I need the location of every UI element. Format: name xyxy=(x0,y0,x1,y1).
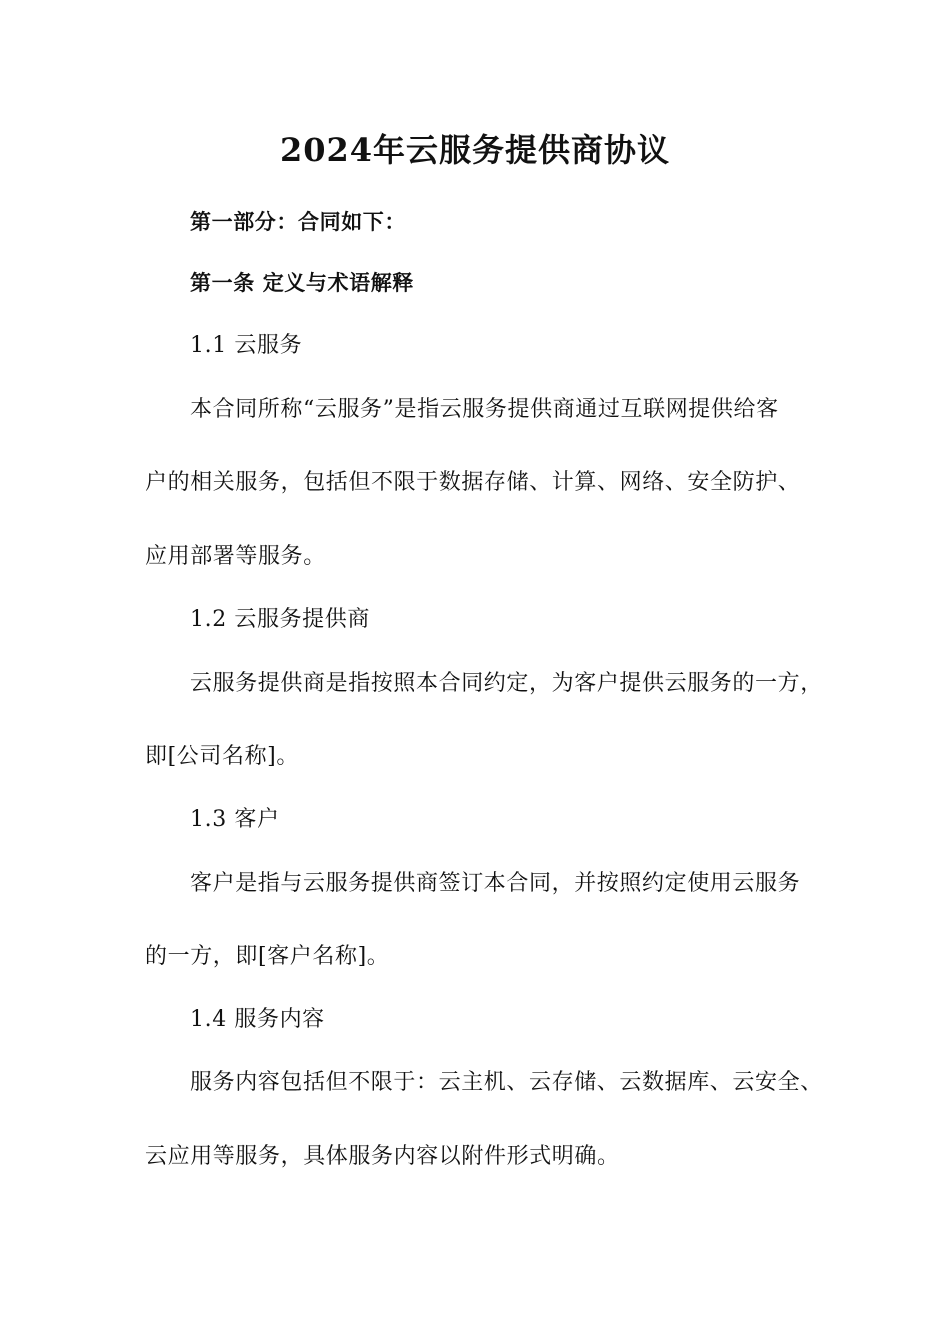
paragraph-line: 即[公司名称]。 xyxy=(145,744,299,769)
paragraph-line: 本合同所称“云服务”是指云服务提供商通过互联网提供给客 xyxy=(190,397,779,422)
paragraph-line: 的一方，即[客户名称]。 xyxy=(145,944,390,969)
paragraph-line: 云服务提供商是指按照本合同约定，为客户提供云服务的一方， xyxy=(190,671,823,696)
article-heading: 第一条 定义与术语解释 xyxy=(190,271,414,295)
section-heading-1-1: 1.1 云服务 xyxy=(190,333,303,358)
paragraph-line: 客户是指与云服务提供商签订本合同，并按照约定使用云服务 xyxy=(190,871,801,896)
section-heading-1-3: 1.3 客户 xyxy=(190,807,280,832)
paragraph-line: 云应用等服务，具体服务内容以附件形式明确。 xyxy=(145,1144,620,1169)
part-heading: 第一部分：合同如下： xyxy=(190,210,406,234)
paragraph-line: 户的相关服务，包括但不限于数据存储、计算、网络、安全防护、 xyxy=(145,470,801,495)
section-heading-1-2: 1.2 云服务提供商 xyxy=(190,607,370,632)
paragraph-line: 应用部署等服务。 xyxy=(145,544,326,569)
paragraph-line: 服务内容包括但不限于：云主机、云存储、云数据库、云安全、 xyxy=(190,1070,823,1095)
section-heading-1-4: 1.4 服务内容 xyxy=(190,1007,325,1032)
document-title: 2024年云服务提供商协议 xyxy=(279,131,671,169)
